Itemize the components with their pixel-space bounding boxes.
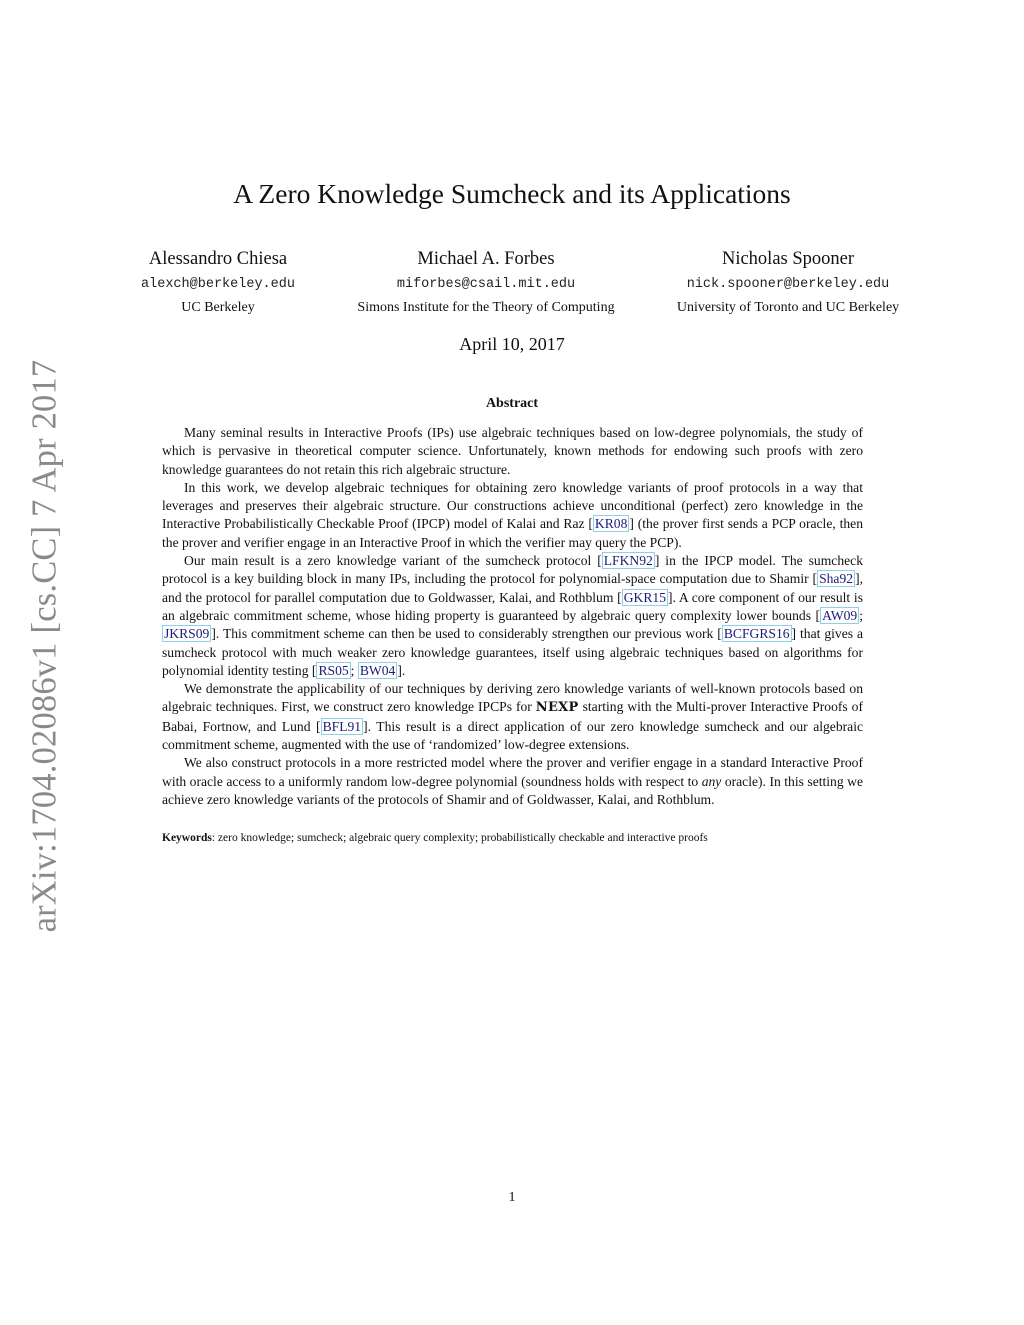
author-name: Michael A. Forbes: [417, 249, 555, 269]
abstract-paragraph-5: [162, 754, 863, 809]
author-affiliation: Simons Institute for the Theory of Computing: [357, 300, 615, 315]
citation-link[interactable]: AW09: [822, 607, 858, 623]
complexity-class: NEXP: [535, 700, 579, 716]
keywords-text: : zero knowledge; sumcheck; algebraic query complexity; probabilistically checkable and interactive proofs: [211, 832, 708, 844]
abstract-paragraph-1: Many seminal results in Interactive Proofs (IPs) use algebraic techniques based on low-degree polynomials, the study of which is pervasive in theoretical computer science. Unfortunately, known methods for endowing such proofs with zero knowledge guarantees do not retain this rich algebraic structure.: [162, 425, 863, 477]
author-affiliation: UC Berkeley: [181, 300, 255, 315]
author-1: [118, 248, 318, 317]
text-run: oracle). In this setting we achieve zero knowledge variants of the protocols of Shamir and of Goldwasser, Kalai, and Rothblum.: [162, 773, 863, 807]
text-run: starting with the Multi-prover Interactive Proofs of Babai, Fortnow, and Lund: [162, 699, 863, 734]
text-run: in the IPCP model. The sumcheck protocol is a key building block in many IPs, including the protocol for polynomial-space computation due to Shamir: [162, 553, 863, 587]
citation-link[interactable]: BCFGRS16: [723, 626, 790, 642]
citation-link[interactable]: RS05: [318, 662, 349, 678]
abstract-body: [162, 424, 863, 809]
author-name: Alessandro Chiesa: [148, 249, 288, 269]
text-run: . This result is a direct application of our zero knowledge sumcheck and our algebraic commitment scheme, augmented with the use of ‘randomized’ low-degree extensions.: [162, 718, 864, 753]
citation-link[interactable]: BW04: [359, 662, 396, 678]
arxiv-stamp: [25, 359, 64, 933]
text-run: . A core component of our result is an algebraic commitment scheme, whose hiding property is guaranteed by algebraic query complexity lower bounds: [162, 589, 863, 623]
abstract-heading: Abstract: [485, 396, 539, 411]
text-run: We also construct protocols in a more restricted model where the prover and verifier engage in a standard Interactive Proof with oracle access to a uniformly random low-degree polynomial (soundness holds with respect to: [162, 755, 863, 789]
author-email: alexch@berkeley.edu: [141, 277, 295, 292]
author-3: [658, 248, 918, 317]
page-number: 1: [508, 1190, 516, 1205]
paper-date: April 10, 2017: [459, 334, 565, 354]
citation-link[interactable]: KR08: [594, 516, 628, 532]
citation-link[interactable]: LFKN92: [603, 553, 653, 569]
arxiv-stamp-text: arXiv:1704.02086v1 [cs.CC] 7 Apr 2017: [25, 359, 64, 933]
text-run: We demonstrate the applicability of our techniques by deriving zero knowledge variants of well-known protocols based on algebraic techniques. First, we construct zero knowledge IPCPs for: [162, 681, 863, 715]
citation-link[interactable]: Sha92: [819, 571, 854, 587]
text-run: (the prover first sends a PCP oracle, then the prover and verifier engage in an Interactive Proof in which the verifier may query the PCP).: [162, 516, 864, 550]
abstract-paragraph-4: We demonstrate the applicability of our techniques by deriving zero knowledge variants of well-known protocols based on algebraic techniques. First, we construct zero knowledge IPCPs for NEXP starting with the Multi-prover Interactive Proofs of Babai, Fortnow, and Lund [ BFL91 ]. This result is a direct application of our zero knowledge sumcheck and our algebraic commitment scheme, augmented with the use of ‘randomized’ low-degree extensions.: [162, 681, 864, 753]
citation-separator: ;: [350, 662, 358, 678]
text-run: .: [401, 662, 406, 678]
keywords: [162, 830, 863, 846]
abstract-paragraph-2: In this work, we develop algebraic techniques for obtaining zero knowledge variants of proof protocols in a way that leverages and preserves their algebraic structure. Our constructions achieve unconditional (perfect) zero knowledge in the Interactive Probabilistically Checkable Proof (IPCP) model of Kalai and Raz [ KR08 ] (the prover first sends a PCP oracle, then the prover and verifier engage in an Interactive Proof in which the verifier may query the PCP).: [162, 479, 864, 550]
citation-link[interactable]: JKRS09: [164, 626, 210, 642]
text-run: that gives a sumcheck protocol with much weaker zero knowledge guarantees, itself using algebraic techniques based on algorithms for polynomial identity testing: [162, 626, 863, 678]
author-affiliation: University of Toronto and UC Berkeley: [676, 300, 900, 315]
author-email: miforbes@csail.mit.edu: [396, 277, 576, 292]
citation-link[interactable]: GKR15: [623, 589, 666, 605]
keywords-label: Keywords: [162, 832, 212, 844]
abstract-paragraph-3: Our main result is a zero knowledge variant of the sumcheck protocol [ LFKN92 ] in the IPCP model. The sumcheck protocol is a key building block in many IPs, including the protocol for polynomial-space computation due to Shamir [ Sha92 ], and the protocol for parallel computation due to Goldwasser, Kalai, and Rothblum [ GKR15 ]. A core component of our result is an algebraic commitment scheme, whose hiding property is guaranteed by algebraic query complexity lower bounds [ AW09 ; JKRS09 ]. This commitment scheme can then be used to considerably strengthen our previous work [ BCFGRS16 ] that gives a sumcheck protocol with much weaker zero knowledge guarantees, itself using algebraic techniques based on algorithms for polynomial identity testing [ RS05 ; BW04 ].: [162, 553, 863, 678]
author-2: [336, 248, 636, 317]
text-run: Our main result is a zero knowledge variant of the sumcheck protocol: [184, 553, 598, 569]
citation-separator: ;: [859, 607, 863, 623]
text-run: In this work, we develop algebraic techniques for obtaining zero knowledge variants of proof protocols in a way that leverages and preserves their algebraic structure. Our constructions achieve unconditional (perfect) zero knowledge in the Interactive Probabilistically Checkable Proof (IPCP) model of Kalai and Raz: [162, 479, 863, 532]
text-run: . This commitment scheme can then be used to considerably strengthen our previous work: [215, 626, 718, 642]
citation-link[interactable]: BFL91: [322, 718, 362, 734]
author-email: nick.spooner@berkeley.edu: [686, 277, 890, 292]
paper-title: A Zero Knowledge Sumcheck and its Applications: [233, 178, 791, 209]
emphasis: any: [701, 773, 722, 789]
text-run: , and the protocol for parallel computation due to Goldwasser, Kalai, and Rothblum: [162, 571, 863, 605]
author-name: Nicholas Spooner: [721, 249, 855, 269]
